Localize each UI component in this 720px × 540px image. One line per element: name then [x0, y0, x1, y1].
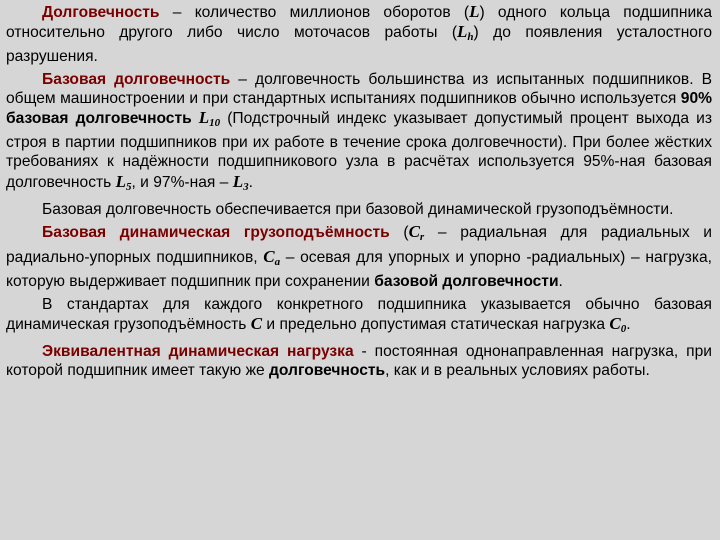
text: , и 97%-ная –	[131, 173, 233, 191]
paragraph-equivalent-load	[6, 342, 712, 380]
subscript-r: r	[419, 231, 425, 244]
text: – радиальная для радиальных и радиально-упорных подшипников,	[6, 224, 712, 267]
text: – количество миллионов оборотов (	[159, 4, 470, 21]
text: и предельно допустимая статическая нагрузка	[262, 315, 610, 333]
text: .	[626, 315, 631, 333]
slide-text	[6, 2, 712, 383]
text: – долговечность большинства из испытанных подшипников. В общем машиностроении и при стандартных испытаниях подшипников обычно используется	[6, 70, 712, 107]
text: В стандартах для каждого конкретного подшипника указывается обычно базовая динамическая грузоподъёмность	[6, 295, 712, 333]
text: , как и в реальных условиях работы.	[385, 362, 650, 380]
term-dynamic-capacity: Базовая динамическая грузоподъёмность	[42, 224, 390, 242]
symbol-L5: L	[115, 171, 127, 191]
paragraph-dynamic-capacity	[6, 222, 712, 292]
paragraph-standards	[6, 295, 712, 339]
symbol-C: C	[250, 313, 263, 333]
paragraph-basic-durability	[6, 70, 712, 197]
symbol-Lh: L	[457, 22, 468, 42]
subscript-h: h	[467, 31, 474, 44]
symbol-Ca: C	[263, 247, 275, 267]
subscript-5: 5	[126, 180, 132, 193]
text: (	[389, 224, 409, 242]
paragraph-basic-load	[6, 200, 712, 219]
symbol-C0: C	[609, 313, 621, 333]
subscript-a: a	[274, 256, 281, 269]
symbol-Cr: C	[408, 222, 420, 242]
text: .	[248, 173, 253, 191]
text: Базовая долговечность обеспечивается при базовой динамической грузоподъёмности.	[42, 200, 674, 218]
term-equivalent-load: Эквивалентная динамическая нагрузка	[42, 343, 354, 361]
text	[192, 110, 199, 127]
paragraph-durability	[6, 2, 712, 67]
text: .	[558, 273, 563, 291]
subscript-0: 0	[620, 322, 627, 335]
symbol-L10: L	[198, 108, 210, 128]
term-durability: Долговечность	[42, 4, 160, 21]
symbol-L: L	[469, 2, 480, 21]
text: – осевая для упорных и упорно -радиальных) – нагрузка, которую выдерживает подшипник при сохранении	[6, 249, 712, 291]
bold-durability: долговечность	[269, 362, 386, 380]
bold-90-percent: 90% базовая долговечность	[6, 89, 712, 128]
symbol-L3: L	[232, 171, 244, 191]
subscript-10: 10	[209, 117, 221, 130]
bold-basic-durability: базовой долговечности	[374, 273, 559, 291]
text: - постоянная однонаправленная нагрузка, при которой подшипник имеет такую же	[6, 343, 712, 380]
term-basic-durability: Базовая долговечность	[42, 70, 231, 88]
text: (Подстрочный индекс указывает допустимый процент выхода из строя в партии подшипников при их работе в течение срока долговечности). При более жёстких требованиях к надёжности подшипникового узла в расчётах используется 95%-ная базовая долговечность	[6, 110, 712, 191]
text: ) до появления усталостного разрушения.	[6, 24, 713, 66]
subscript-3: 3	[243, 180, 249, 193]
text: ) одного кольца подшипника относительно другого либо число моточасов работы (	[6, 4, 712, 42]
